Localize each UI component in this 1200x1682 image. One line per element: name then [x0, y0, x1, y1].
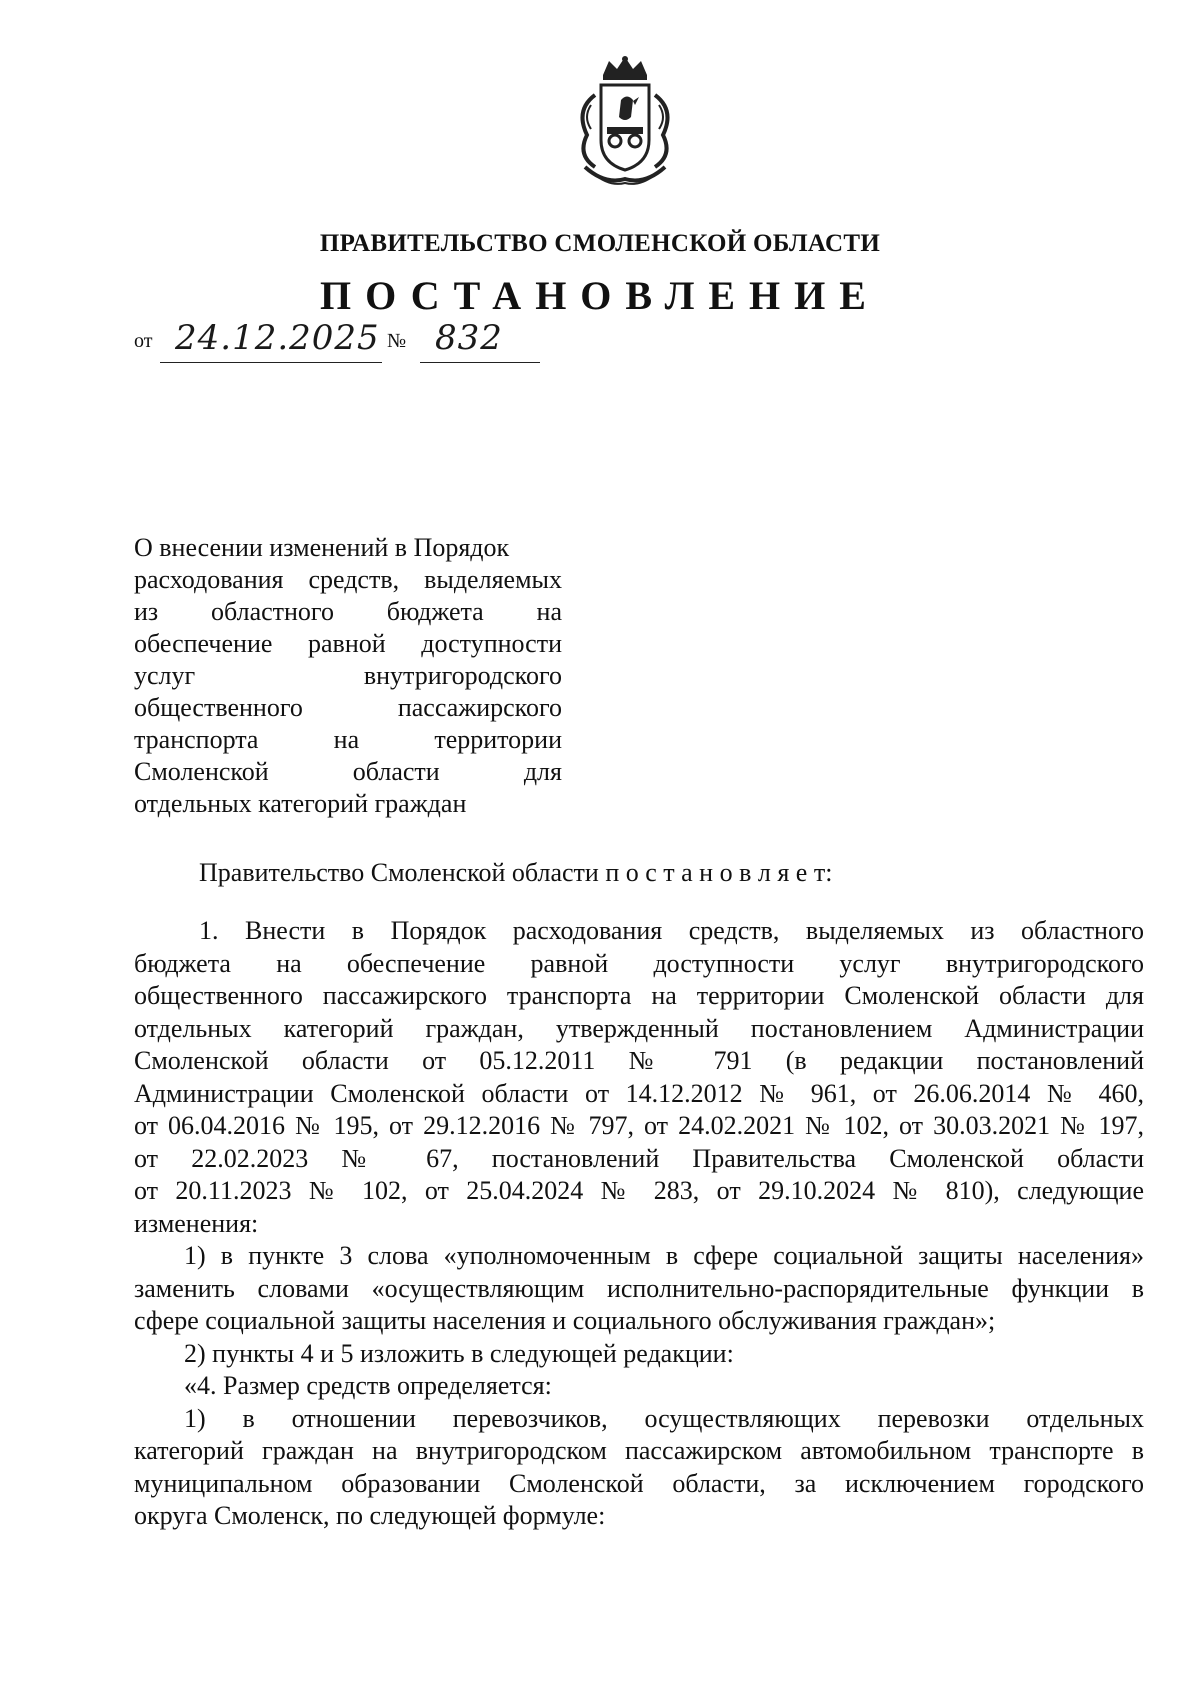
- document-subject: [134, 532, 562, 820]
- subject-line: транспорта на территории: [134, 725, 562, 754]
- subject-line: обеспечение равной доступности: [134, 629, 562, 658]
- body-line: 1) в отношении перевозчиков, осуществляющих перевозки отдельных: [184, 1403, 1144, 1433]
- subject-line: отдельных категорий граждан: [134, 789, 467, 818]
- subject-line: расходования средств, выделяемых: [134, 565, 562, 594]
- subject-line: из областного бюджета на: [134, 597, 562, 626]
- body-line: отдельных категорий граждан, утвержденный постановлением Администрации: [134, 1013, 1144, 1043]
- body-line: Администрации Смоленской области от 14.12.2012 № 961, от 26.06.2014 № 460,: [134, 1078, 1144, 1108]
- date-label: от: [134, 330, 153, 352]
- body-line: сфере социальной защиты населения и социального обслуживания граждан»;: [134, 1306, 996, 1335]
- subject-line: О внесении изменений в Порядок: [134, 533, 510, 562]
- handwritten-number: 832: [435, 318, 503, 358]
- body-line: Смоленской области от 05.12.2011 № 791 (в редакции постановлений: [134, 1046, 1144, 1075]
- body-line: от 06.04.2016 № 195, от 29.12.2016 № 797, от 24.02.2021 № 102, от 30.03.2021 № 197,: [134, 1111, 1144, 1140]
- body-line: округа Смоленск, по следующей формуле:: [134, 1501, 606, 1530]
- body-line: заменить словами «осуществляющим исполнительно-распорядительные функции в: [134, 1273, 1144, 1303]
- subject-line: услуг внутригородского: [134, 661, 562, 690]
- handwritten-date: 24.12.2025: [175, 318, 380, 358]
- resolution-prefix: Правительство Смоленской области: [199, 858, 606, 887]
- document-body: [134, 915, 1144, 1533]
- government-title: ПРАВИТЕЛЬСТВО СМОЛЕНСКОЙ ОБЛАСТИ: [319, 230, 881, 257]
- resolution-verb: п о с т а н о в л я е т:: [605, 858, 833, 887]
- number-underline: [420, 362, 540, 363]
- subject-line: Смоленской области для: [134, 757, 562, 786]
- body-line: бюджета на обеспечение равной доступности услуг внутригородского: [134, 948, 1144, 978]
- body-line: «4. Размер средств определяется:: [184, 1371, 552, 1400]
- resolution-intro: [199, 857, 832, 889]
- body-line: 1. Внести в Порядок расходования средств, выделяемых из областного: [199, 916, 1144, 945]
- body-line: изменения:: [134, 1208, 259, 1238]
- body-line: от 22.02.2023 № 67, постановлений Правительства Смоленской области: [134, 1143, 1144, 1173]
- subject-line: общественного пассажирского: [134, 693, 562, 722]
- body-line: от 20.11.2023 № 102, от 25.04.2024 № 283, от 29.10.2024 № 810), следующие: [134, 1176, 1144, 1205]
- body-line: 1) в пункте 3 слова «уполномоченным в сфере социальной защиты населения»: [184, 1241, 1144, 1270]
- body-line: 2) пункты 4 и 5 изложить в следующей редакции:: [184, 1338, 734, 1368]
- body-line: категорий граждан на внутригородском пассажирском автомобильном транспорте в: [134, 1436, 1144, 1465]
- body-line: муниципальном образовании Смоленской области, за исключением городского: [134, 1468, 1144, 1498]
- document-type-title: ПОСТАНОВЛЕНИЕ: [320, 273, 880, 318]
- coat-of-arms-emblem: [565, 55, 685, 190]
- number-label: №: [387, 330, 407, 352]
- body-line: общественного пассажирского транспорта на территории Смоленской области для: [134, 981, 1144, 1010]
- date-underline: [160, 362, 382, 363]
